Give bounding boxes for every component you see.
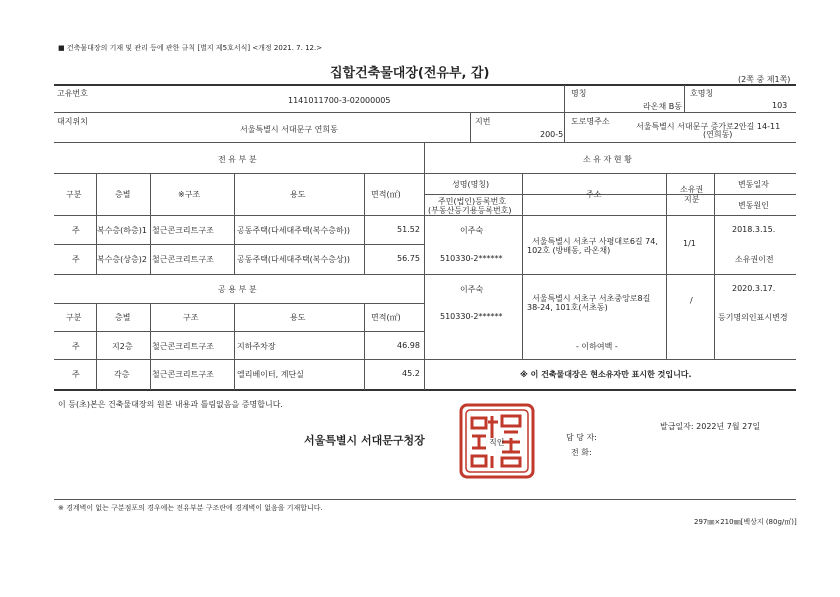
road-value-line2: (연희동) [703, 130, 733, 139]
rule [522, 173, 523, 359]
rule [364, 173, 365, 274]
col-area: 면적(㎡) [371, 190, 401, 199]
cell-floor: 각층 [114, 370, 130, 379]
current-owner-note: ※ 이 건축물대장은 현소유자만 표시한 것입니다. [520, 370, 692, 379]
certify-text: 이 등(초)본은 건축물대장의 원본 내용과 틀림없음을 증명합니다. [58, 400, 283, 409]
rule [54, 359, 796, 360]
owner-address-line1: 서울특별시 서초구 서초중앙로8길 [532, 294, 651, 303]
rule [564, 113, 565, 142]
issue-date: 발급일자: 2022년 7월 27일 [660, 422, 761, 431]
common-section-title: 공 용 부 분 [218, 285, 257, 294]
col-share-sub: 지분 [684, 195, 700, 204]
name-value: 라온채 B동 [643, 102, 682, 111]
cell-use: 공동주택(다세대주택(복수층상)) [237, 255, 350, 264]
cell-type: 주 [72, 370, 80, 379]
rule [54, 215, 796, 216]
rule [54, 303, 424, 304]
rule [470, 113, 471, 142]
cell-floor: 복수층(상층)2 [97, 255, 147, 264]
owner-address-line2: 38-24, 101호(서초동) [527, 303, 608, 312]
rule [150, 303, 151, 390]
col-owner-name: 성명(명칭) [452, 180, 490, 189]
table-bottom-border [54, 389, 796, 391]
owner-name: 이주숙 [460, 285, 484, 294]
cell-area: 51.52 [397, 225, 420, 234]
col-type: 구분 [66, 313, 82, 322]
owner-id: 510330-2****** [440, 254, 503, 263]
unit-label: 호명칭 [690, 89, 714, 98]
cell-area: 46.98 [397, 341, 420, 350]
col-share: 소유권 [680, 185, 704, 194]
owner-share: / [690, 296, 693, 305]
col-change-date: 변동일자 [738, 180, 769, 189]
col-use: 용도 [290, 313, 306, 322]
rule [234, 303, 235, 390]
rule [424, 194, 796, 195]
col-owner-id-sub: (부동산등기용등록번호) [428, 206, 512, 215]
col-owner-id: 주민(법인)등록번호 [438, 197, 507, 206]
cell-area: 45.2 [402, 369, 420, 378]
cell-floor: 복수층(하층)1 [97, 226, 147, 235]
change-cause: 소유권이전 [735, 255, 774, 264]
change-date: 2020.3.17. [732, 284, 776, 293]
issuing-office: 서울특별시 서대문구청장 [304, 434, 425, 447]
document-title: 집합건축물대장(전유부, 갑) [330, 66, 490, 81]
col-struct: 구조 [183, 313, 199, 322]
rule [666, 173, 667, 359]
cell-use: 공동주택(다세대주택(복수층하)) [237, 226, 350, 235]
owner-share: 1/1 [683, 239, 696, 248]
col-owner-address: 주소 [586, 190, 602, 199]
footer-rule [54, 499, 796, 500]
cell-type: 주 [72, 226, 80, 235]
cell-area: 56.75 [397, 254, 420, 263]
id-label: 고유번호 [57, 89, 88, 98]
page-info: (2쪽 중 제1쪽) [738, 75, 791, 84]
rule [564, 85, 565, 113]
cell-struct: 철근콘크리트구조 [152, 226, 214, 235]
rule [714, 173, 715, 359]
cell-floor: 지2층 [112, 342, 133, 351]
rule [364, 303, 365, 390]
cell-struct: 철근콘크리트구조 [152, 370, 214, 379]
owner-section-title: 소 유 자 현 황 [583, 155, 632, 164]
road-label: 도로명주소 [571, 117, 610, 126]
change-date: 2018.3.15. [732, 225, 776, 234]
owner-address-line2: 102호 (방배동, 라온채) [527, 246, 611, 255]
col-struct: ※구조 [178, 190, 201, 199]
rule [54, 331, 424, 332]
lot-value: 200-5 [540, 130, 564, 139]
id-value: 1141011700-3-02000005 [288, 96, 391, 105]
rule [96, 303, 97, 390]
road-value-line1: 서울특별시 서대문구 증가로2안길 14-11 [636, 122, 781, 131]
owner-address-line1: 서울특별시 서초구 사평대로6길 74, [532, 237, 658, 246]
phone-label: 전 화: [571, 448, 592, 457]
rule [150, 173, 151, 274]
change-cause: 등기명의인표시변경 [718, 313, 788, 322]
private-section-title: 전 유 부 분 [218, 155, 257, 164]
rule [54, 173, 796, 174]
col-use: 용도 [290, 190, 306, 199]
col-change-cause: 변동원인 [738, 201, 769, 210]
cell-use: 엘리베이터, 계단실 [237, 370, 304, 379]
rule [424, 142, 425, 390]
rule [54, 274, 796, 275]
col-area: 면적(㎡) [371, 313, 401, 322]
paper-spec: 297㎜×210㎜[백상지 (80g/㎡)] [694, 518, 797, 526]
col-floor: 층별 [115, 190, 131, 199]
seal-mark: 직인 [489, 438, 505, 447]
law-note: ■ 건축물대장의 기재 및 관리 등에 관한 규칙 [별지 제5호서식] <개정 2021. 7. 12.> [58, 44, 323, 52]
cell-struct: 철근콘크리트구조 [152, 255, 214, 264]
lot-label: 지번 [475, 117, 491, 126]
rule [54, 244, 424, 245]
owner-id: 510330-2****** [440, 312, 503, 321]
cell-type: 주 [72, 342, 80, 351]
rule [684, 85, 685, 113]
end-of-list: - 이하여백 - [576, 342, 618, 351]
manager-label: 담 당 자: [566, 433, 597, 442]
site-label: 대지위치 [57, 117, 88, 126]
col-floor: 층별 [115, 313, 131, 322]
rule [54, 142, 796, 143]
cell-use: 지하주차장 [237, 342, 276, 351]
rule [234, 173, 235, 274]
cell-type: 주 [72, 255, 80, 264]
owner-name: 이주숙 [460, 226, 484, 235]
cell-struct: 철근콘크리트구조 [152, 342, 214, 351]
col-type: 구분 [66, 190, 82, 199]
site-value: 서울특별시 서대문구 연희동 [240, 125, 338, 134]
unit-value: 103 [772, 101, 788, 110]
name-label: 명칭 [571, 89, 587, 98]
footer-note: ※ 경계벽이 없는 구분점포의 경우에는 전유부분 구조란에 경계벽이 없음을 기재합니다. [58, 504, 323, 512]
